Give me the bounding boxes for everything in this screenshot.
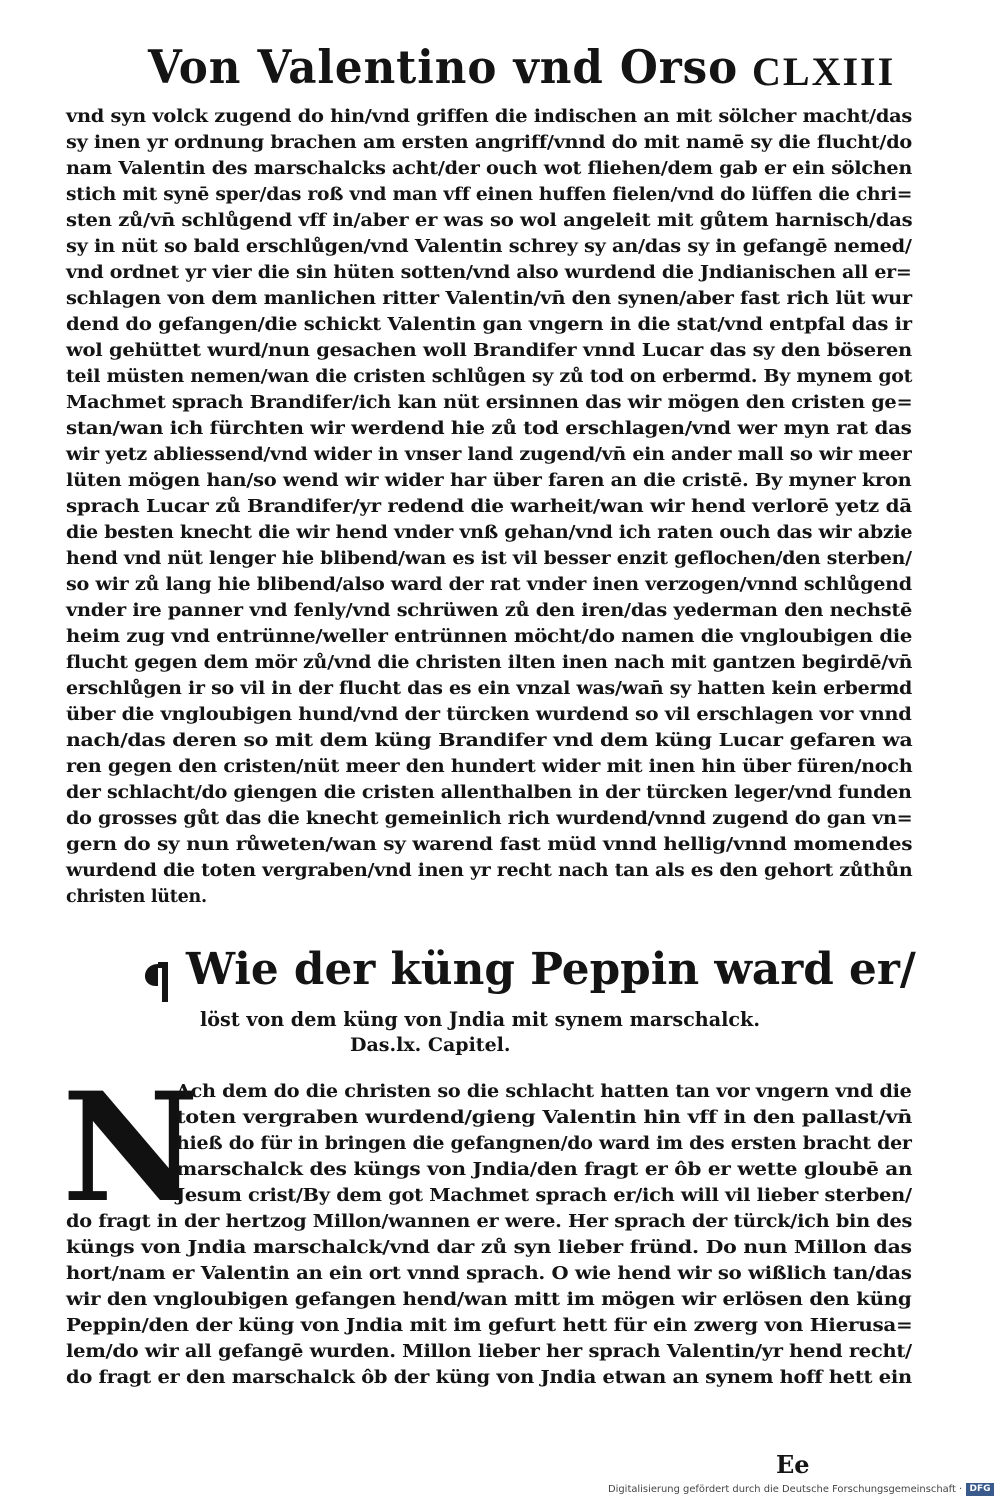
text-line: nach/das deren so mit dem küng Brandifer vnd dem küng Lucar gefaren wa — [66, 731, 913, 751]
pilcrow-icon — [138, 960, 172, 1004]
text-line: vnd ordnet yr vier die sin hüten sotten/vnd also wurdend die Jndianischen all er= — [66, 263, 912, 283]
text-line: dend do gefangen/die schickt Valentin gan vngern in die stat/vnd entpfal das ir — [66, 315, 912, 335]
text-line: erschlůgen ir so vil in der flucht das es ein vnzal was/wan̄ sy hatten kein erbermd — [66, 679, 913, 699]
digitization-credit: Digitalisierung gefördert durch die Deutsche Forschungsgemeinschaft · — [608, 1484, 963, 1495]
text-line: do fragt er den marschalck ôb der küng von Jndia etwan an synem hoff hett ein — [66, 1368, 912, 1388]
text-line: sten zů/vn̄ schlůgend vff in/aber er was so wol angeleit mit gůtem harnisch/das — [66, 211, 913, 231]
text-line: über die vngloubigen hund/vnd der türcken wurdend so vil erschlagen vor vnnd — [66, 705, 912, 725]
chapter-number: Das.lx. Capitel. — [350, 1034, 511, 1056]
text-line: hieß do für in bringen die gefangnen/do ward im des ersten bracht der — [176, 1134, 912, 1154]
text-line: lüten mögen han/so wend wir wider har über faren an die cristē. By myner kron — [66, 471, 912, 491]
text-line: toten vergraben wurdend/gieng Valentin hin vff in den pallast/vn̄ — [176, 1108, 913, 1128]
text-line: heim zug vnd entrünne/weller entrünnen möcht/do namen die vngloubigen die — [66, 627, 913, 647]
text-line: die besten knecht die wir hend vnder vnß gehan/vnd ich raten ouch das wir abzie — [66, 523, 913, 543]
text-line: christen lüten. — [66, 887, 207, 907]
text-line: hort/nam er Valentin an ein ort vnnd sprach. O wie hend wir so wißlich tan/das — [66, 1264, 912, 1284]
text-line: wir den vngloubigen gefangen hend/wan mitt im mögen wir erlösen den küng — [66, 1290, 912, 1310]
text-line: vnd syn volck zugend do hin/vnd griffen die indischen an mit sölcher macht/das — [66, 107, 913, 127]
text-line: Ach dem do die christen so die schlacht hatten tan vor vngern vnd die — [176, 1082, 912, 1102]
text-line: marschalck des küngs von Jndia/den fragt er ôb er wette gloubē an — [176, 1160, 913, 1180]
text-line: küngs von Jndia marschalck/vnd dar zů syn lieber fründ. Do nun Millon das — [66, 1238, 912, 1258]
text-line: stan/wan ich fürchten wir werdend hie zů tod erschlagen/vnd wer myn rat das — [66, 419, 912, 439]
text-line: teil müsten nemen/wan die cristen schlůgen sy zů tod on erbermd. By mynem got — [66, 367, 913, 387]
text-line: ren gegen den cristen/nüt meer den hundert wider mit inen hin über füren/noch — [66, 757, 913, 777]
folio-number: CLXIII — [752, 49, 896, 94]
text-line: so wir zů lang hie blibend/also ward der rat vnder inen verzogen/vnnd schlůgend — [66, 575, 912, 595]
text-line: sy inen yr ordnung brachen am ersten angriff/vnnd do mit namē sy die flucht/do — [66, 133, 912, 153]
text-line: wol gehüttet wurd/nun gesachen woll Brandifer vnnd Lucar das sy den böseren — [66, 341, 912, 361]
dfg-logo: DFG — [966, 1483, 994, 1496]
text-line: schlagen von dem manlichen ritter Valentin/vn̄ den synen/aber fast rich lüt wur — [66, 289, 912, 309]
text-line: nam Valentin des marschalcks acht/der ouch wot fliehen/dem gab er ein sölchen — [66, 159, 913, 179]
text-line: der schlacht/do giengen die cristen allenthalben in der türcken leger/vnd funden — [66, 783, 912, 803]
signature-mark: Ee — [776, 1450, 810, 1479]
text-line: Jesum crist/By dem got Machmet sprach er/ich will vil lieber sterben/ — [176, 1186, 912, 1206]
text-line: wurdend die toten vergraben/vnd inen yr recht nach tan als es den gehort zůthůn — [66, 861, 913, 881]
text-line: lem/do wir all gefangē wurden. Millon lieber her sprach Valentin/yr hend recht/ — [66, 1342, 912, 1362]
drop-initial: N — [62, 1060, 200, 1236]
running-title: Von Valentino vnd Orso — [148, 40, 739, 94]
chapter-heading: Wie der küng Peppin ward er/ — [186, 944, 916, 995]
text-line: gern do sy nun růweten/wan sy warend fast müd vnnd hellig/vnnd momendes — [66, 835, 913, 855]
text-line: flucht gegen dem mör zů/vnd die christen ilten inen nach mit gantzen begirdē/vn̄ — [66, 653, 913, 673]
text-line: stich mit synē sper/das roß vnd man vff einen huffen fielen/vnd do lüffen die chri= — [66, 185, 913, 205]
text-line: sy in nüt so bald erschlůgen/vnd Valentin schrey sy an/das sy in gefangē nemed/ — [66, 237, 912, 257]
text-line: Peppin/den der küng von Jndia mit im gefurt hett für ein zwerg von Hierusa= — [66, 1316, 913, 1336]
text-line: do grosses gůt das die knecht gemeinlich rich wurdend/vnnd zugend do gan vn= — [66, 809, 913, 829]
text-line: Machmet sprach Brandifer/ich kan nüt ersinnen das wir mögen den cristen ge= — [66, 393, 913, 413]
text-line: vnder ire panner vnd fenly/vnd schrüwen zů den iren/das yederman den nechstē — [66, 601, 912, 621]
text-line: do fragt in der hertzog Millon/wannen er were. Her sprach der türck/ich bin des — [66, 1212, 913, 1232]
text-line: wir yetz abliessend/vnd wider in vnser land zugend/vn̄ ein ander mall so wir meer — [66, 445, 912, 465]
chapter-subheading: löst von dem küng von Jndia mit synem marschalck. — [200, 1007, 760, 1031]
text-line: hend vnd nüt lenger hie blibend/wan es ist vil besser enzit geflochen/den sterben/ — [66, 549, 912, 569]
text-line: sprach Lucar zů Brandifer/yr redend die warheit/wan wir hend verlorē yetz dā — [66, 497, 912, 517]
